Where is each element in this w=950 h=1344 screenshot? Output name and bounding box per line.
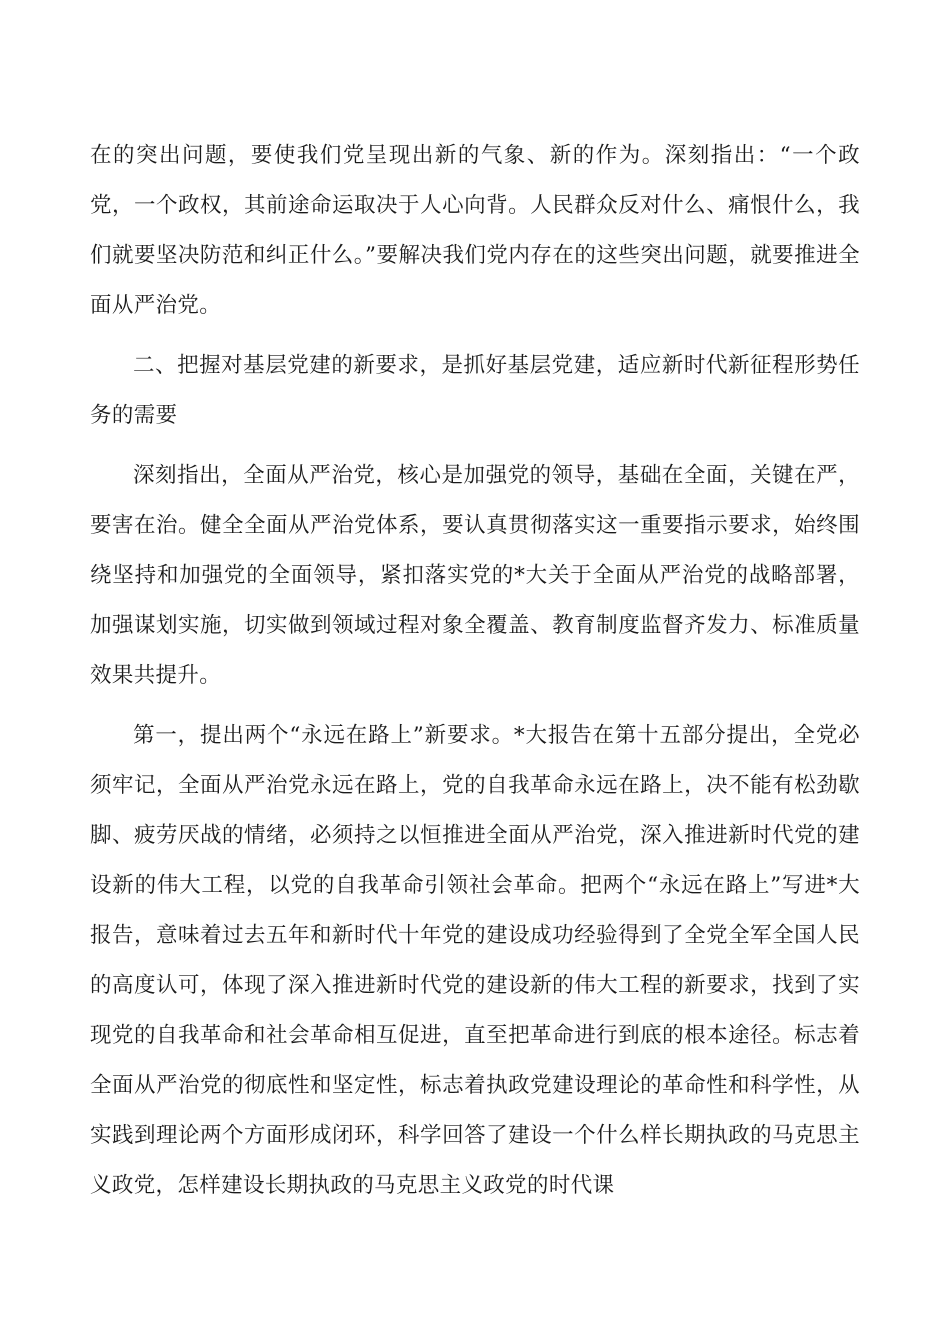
section-heading: 二、把握对基层党建的新要求，是抓好基层党建，适应新时代新征程形势任务的需要 xyxy=(90,353,860,428)
paragraph-gap xyxy=(90,331,860,341)
document-body xyxy=(90,131,860,1211)
paragraph-continuation: 在的突出问题，要使我们党呈现出新的气象、新的作为。深刻指出：“一个政党，一个政权，其前途命运取决于人心向背。人民群众反对什么、痛恨什么，我们就要坚决防范和纠正什么。”要解决我们党内存在的这些突出问题，就要推进全面从严治党。 xyxy=(90,143,860,318)
paragraph-gap xyxy=(90,441,860,451)
paragraph-gap xyxy=(90,701,860,711)
paragraph-body-two: 第一，提出两个“永远在路上”新要求。*大报告在第十五部分提出，全党必须牢记，全面从严治党永远在路上，党的自我革命永远在路上，决不能有松劲歇脚、疲劳厌战的情绪，必须持之以恒推进全面从严治党，深入推进新时代党的建设新的伟大工程，以党的自我革命引领社会革命。把两个“永远在路上”写进*大报告，意味着过去五年和新时代十年党的建设成功经验得到了全党全军全国人民的高度认可，体现了深入推进新时代党的建设新的伟大工程的新要求，找到了实现党的自我革命和社会革命相互促进，直至把革命进行到底的根本途径。标志着全面从严治党的彻底性和坚定性，标志着执政党建设理论的革命性和科学性，从实践到理论两个方面形成闭环，科学回答了建设一个什么样长期执政的马克思主义政党，怎样建设长期执政的马克思主义政党的时代课 xyxy=(90,723,860,1198)
paragraph-body-one: 深刻指出，全面从严治党，核心是加强党的领导，基础在全面，关键在严，要害在治。健全全面从严治党体系，要认真贯彻落实这一重要指示要求，始终围绕坚持和加强党的全面领导，紧扣落实党的*大关于全面从严治党的战略部署，加强谋划实施，切实做到领域过程对象全覆盖、教育制度监督齐发力、标准质量效果共提升。 xyxy=(90,463,860,688)
